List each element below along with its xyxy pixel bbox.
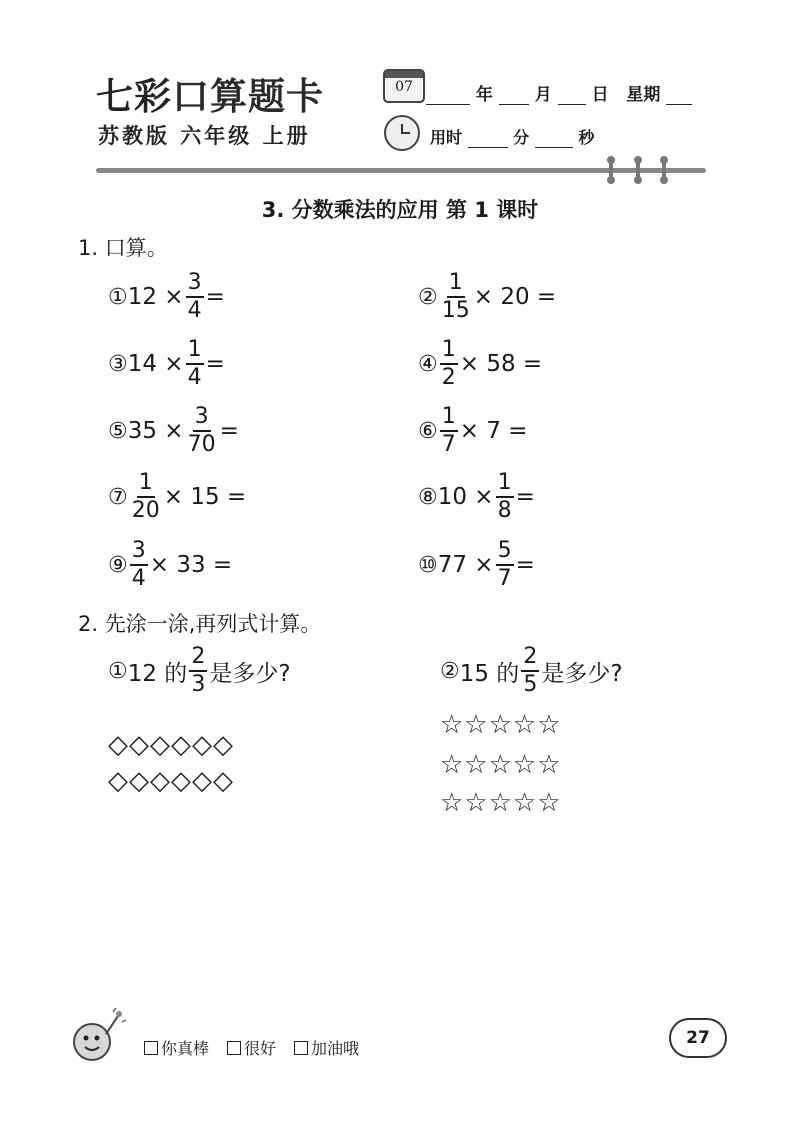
rating-option[interactable]: 你真棒	[144, 1036, 209, 1059]
seconds-blank[interactable]	[535, 129, 573, 148]
month-label: 月	[534, 85, 552, 105]
binder-ring	[636, 158, 640, 182]
checkbox[interactable]	[144, 1041, 158, 1055]
problem-1: ① 12 × $\frac{3}{4}$ =	[108, 270, 225, 323]
problem-2: ② $\frac{1}{15}$ × 20 =	[418, 270, 557, 323]
fraction: $\frac{3}{4}$	[131, 538, 146, 591]
fraction: $\frac{1}{8}$	[497, 470, 512, 523]
problem-10: ⑩ 77 × $\frac{5}{7}$ =	[418, 538, 535, 591]
minutes-blank[interactable]	[468, 129, 508, 148]
date-fill-line	[426, 80, 692, 105]
binder-ring	[609, 158, 613, 182]
star-row[interactable]: ☆☆☆☆☆	[440, 750, 562, 780]
fraction: $\frac{1}{15}$	[441, 270, 470, 323]
day-blank[interactable]	[558, 86, 586, 105]
diamond-row[interactable]: ◇◇◇◇◇◇	[108, 766, 234, 796]
time-fill-line	[430, 125, 594, 148]
rating-option[interactable]: 加油哦	[294, 1036, 359, 1059]
section-1-heading: 1. 口算。	[78, 236, 168, 260]
month-blank[interactable]	[499, 86, 529, 105]
year-blank[interactable]	[426, 86, 470, 105]
self-rating	[144, 1036, 359, 1059]
seconds-label: 秒	[578, 128, 595, 147]
star-row[interactable]: ☆☆☆☆☆	[440, 788, 562, 818]
header-divider	[96, 168, 706, 173]
binder-ring	[662, 158, 666, 182]
page-number: 27	[669, 1018, 727, 1058]
fraction: $\frac{3}{4}$	[187, 270, 202, 323]
fraction: $\frac{1}{2}$	[441, 337, 456, 390]
problem-6: ⑥ $\frac{1}{7}$ × 7 =	[418, 404, 528, 457]
fraction: $\frac{3}{70}$	[187, 404, 216, 457]
fraction: $\frac{2}{3}$	[191, 644, 206, 697]
brand-title-main: 口算题卡	[172, 75, 324, 118]
problem-8: ⑧ 10 × $\frac{1}{8}$ =	[418, 470, 535, 523]
time-used-label: 用时	[430, 128, 463, 147]
weekday-label: 星期	[626, 85, 661, 105]
checkbox[interactable]	[294, 1041, 308, 1055]
calendar-icon	[383, 69, 425, 103]
mascot-icon	[66, 1006, 128, 1068]
star-row[interactable]: ☆☆☆☆☆	[440, 710, 562, 740]
lesson-title: 3. 分数乘法的应用 第 1 课时	[261, 198, 539, 222]
fraction: $\frac{1}{4}$	[187, 337, 202, 390]
problem-9: ⑨ $\frac{3}{4}$ × 33 =	[108, 538, 233, 591]
brand-title-prefix: 七彩	[96, 75, 172, 118]
section-2-heading: 2. 先涂一涂,再列式计算。	[78, 612, 322, 636]
calendar-day: 07	[395, 79, 413, 95]
minutes-label: 分	[513, 128, 530, 147]
brand-title	[96, 66, 324, 120]
problem-4: ④ $\frac{1}{2}$ × 58 =	[418, 337, 543, 390]
problem-3: ③ 14 × $\frac{1}{4}$ =	[108, 337, 225, 390]
diamond-row[interactable]: ◇◇◇◇◇◇	[108, 730, 234, 760]
problem-7: ⑦ $\frac{1}{20}$ × 15 =	[108, 470, 247, 523]
fraction: $\frac{1}{20}$	[131, 470, 160, 523]
checkbox[interactable]	[227, 1041, 241, 1055]
problem-5: ⑤ 35 × $\frac{3}{70}$ =	[108, 404, 239, 457]
question-1: ① 12 的 $\frac{2}{3}$ 是多少?	[108, 644, 291, 697]
question-2: ② 15 的 $\frac{2}{5}$ 是多少?	[440, 644, 623, 697]
fraction: $\frac{1}{7}$	[441, 404, 456, 457]
weekday-blank[interactable]	[666, 86, 692, 105]
edition-label: 苏教版 六年级 上册	[98, 124, 311, 148]
clock-icon	[384, 115, 420, 151]
rating-option[interactable]: 很好	[227, 1036, 276, 1059]
day-label: 日	[591, 85, 609, 105]
fraction: $\frac{5}{7}$	[497, 538, 512, 591]
year-label: 年	[475, 85, 493, 105]
fraction: $\frac{2}{5}$	[523, 644, 538, 697]
